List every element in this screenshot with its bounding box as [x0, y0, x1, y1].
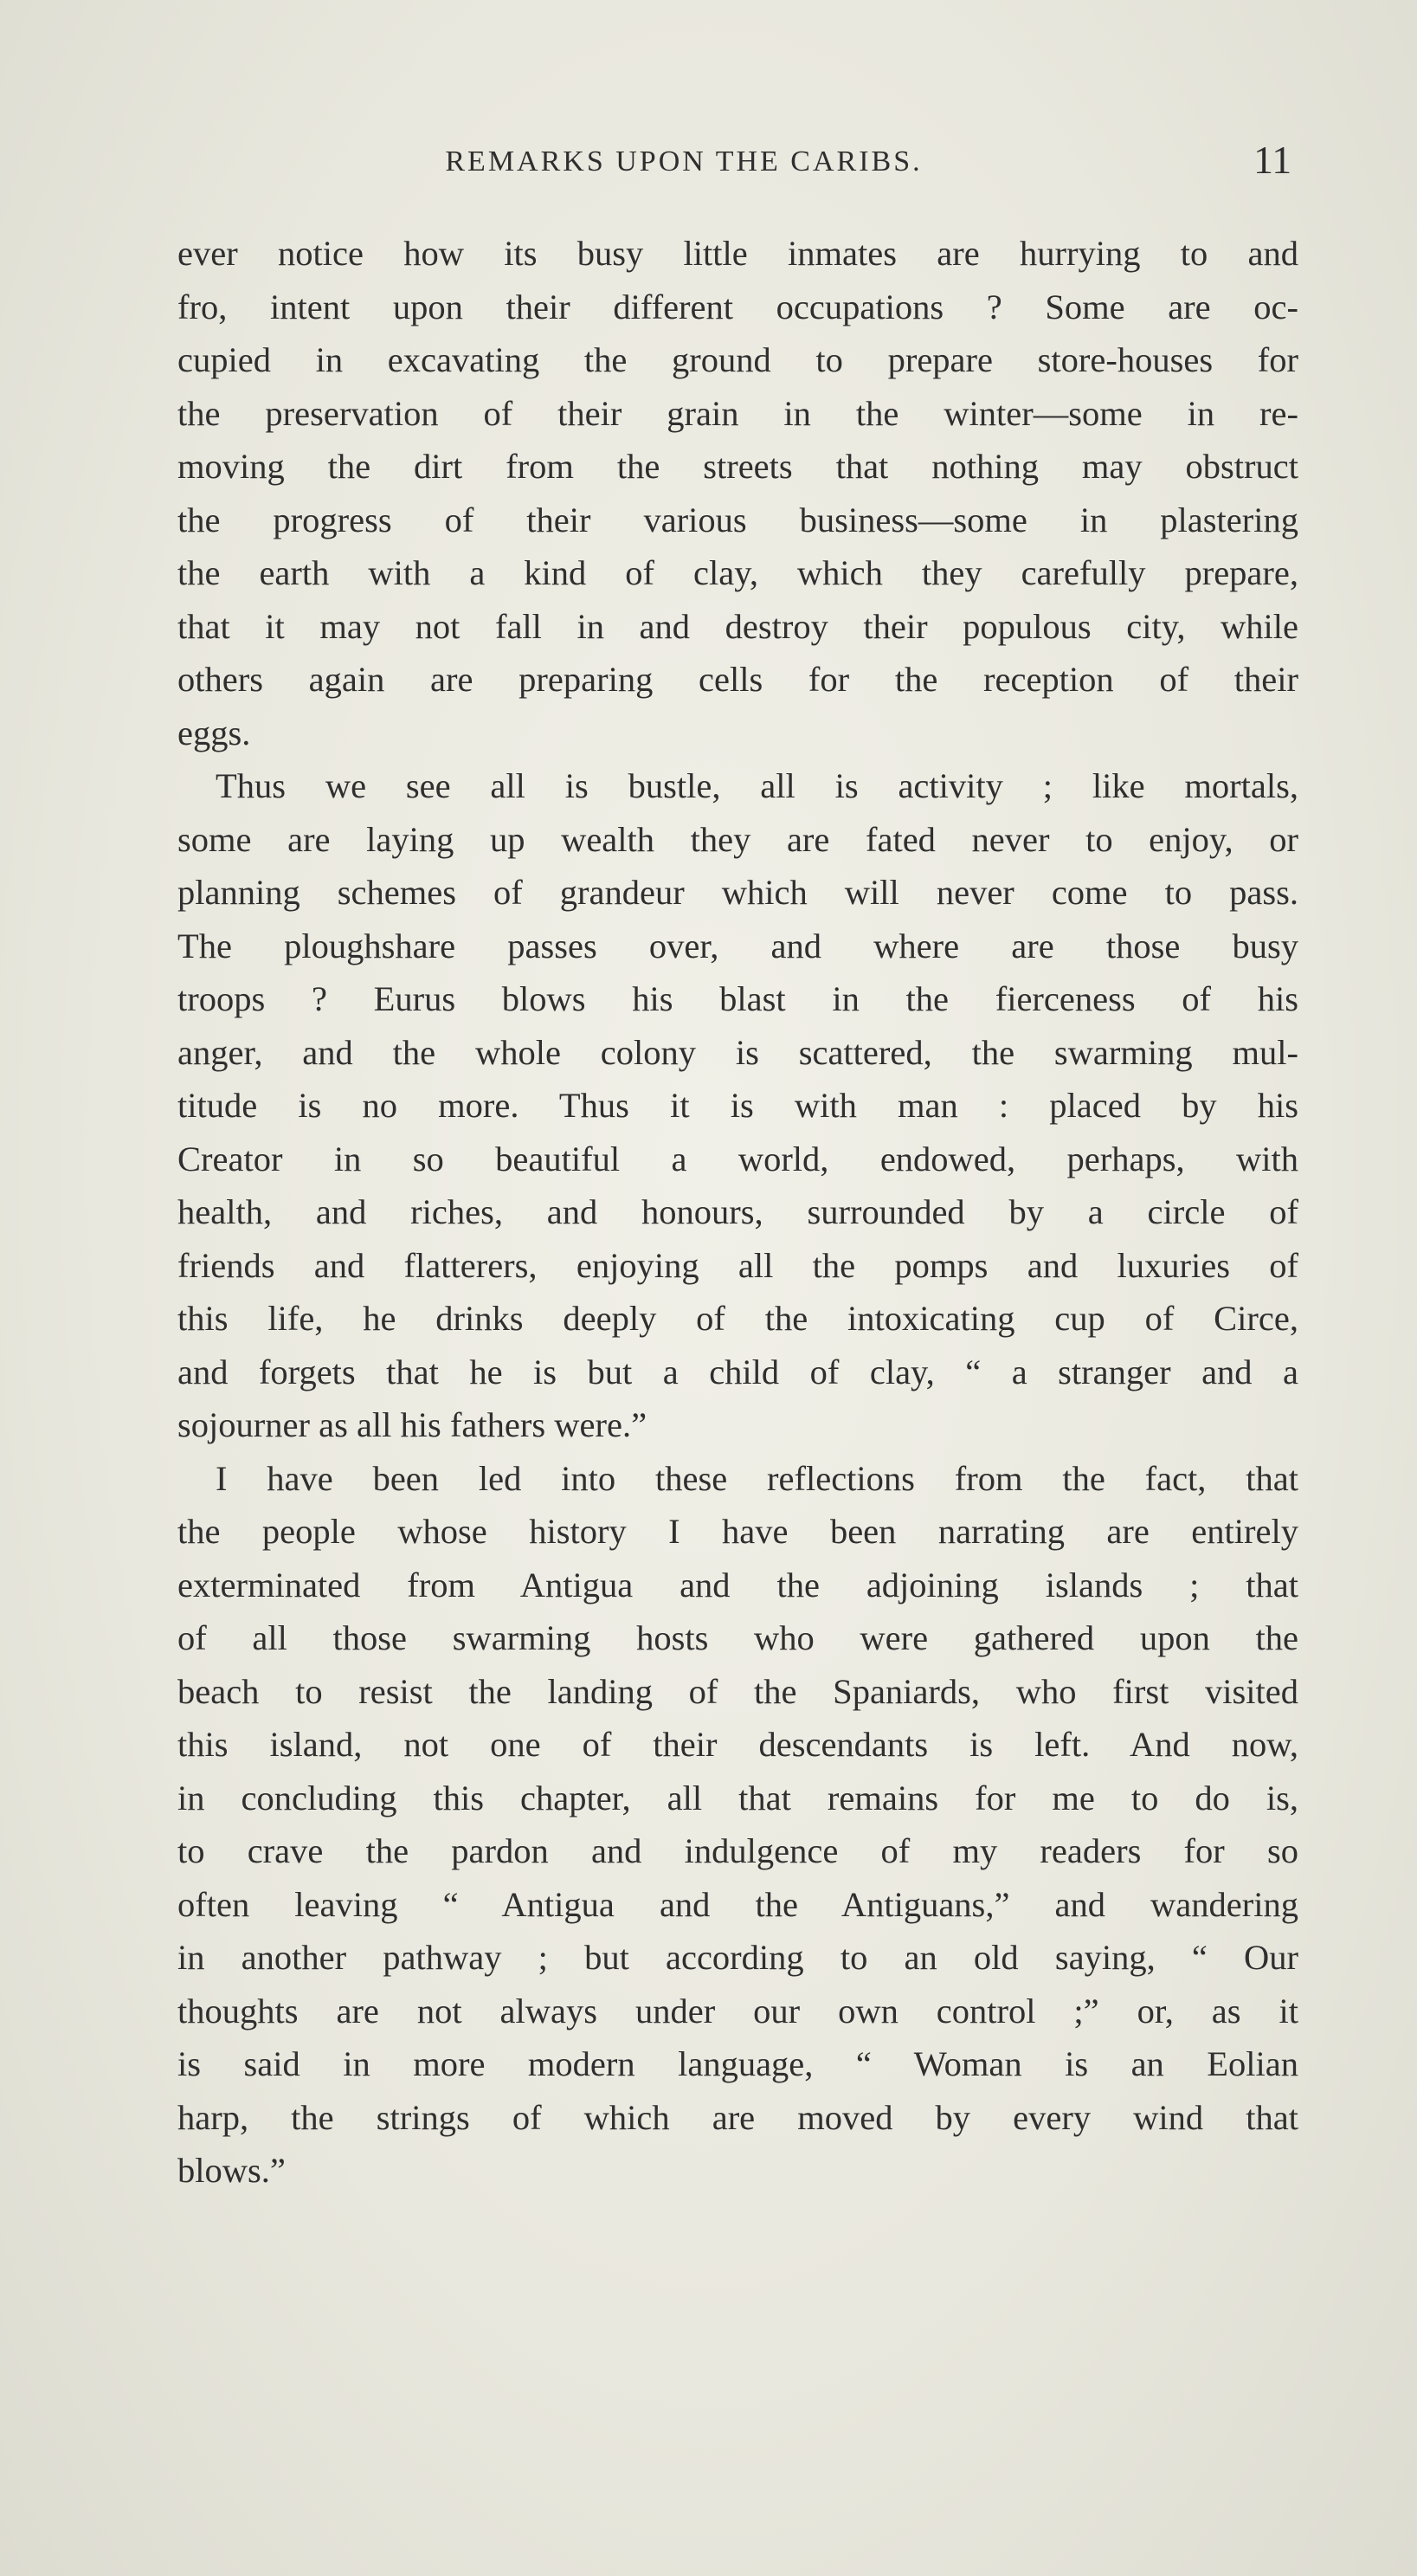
text-line: Creator in so beautiful a world, endowed, perhaps, with: [177, 1139, 1298, 1178]
text-line: the earth with a kind of clay, which they carefully prepare,: [177, 553, 1298, 592]
text-line: often leaving “ Antigua and the Antiguans,” and wandering: [177, 1884, 1298, 1924]
text-line: sojourner as all his fathers were.”: [177, 1405, 647, 1444]
text-line: planning schemes of grandeur which will never come to pass.: [177, 873, 1298, 912]
text-line: this life, he drinks deeply of the intoxicating cup of Circe,: [177, 1299, 1298, 1338]
text-line: this island, not one of their descendants is left. And now,: [177, 1725, 1298, 1764]
text-line: The ploughshare passes over, and where are those busy: [177, 926, 1298, 965]
text-line: in concluding this chapter, all that remains for me to do is,: [177, 1778, 1298, 1817]
text-line: exterminated from Antigua and the adjoining islands ; that: [177, 1565, 1298, 1604]
text-line: the preservation of their grain in the winter—some in re-: [177, 393, 1298, 433]
paragraph-start-line: Thus we see all is bustle, all is activity ; like mortals,: [216, 766, 1298, 805]
text-line: titude is no more. Thus it is with man : placed by his: [177, 1086, 1298, 1125]
page-number: 11: [1253, 138, 1292, 182]
text-line: troops ? Eurus blows his blast in the fierceness of his: [177, 979, 1298, 1018]
text-line: beach to resist the landing of the Spaniards, who first visited: [177, 1671, 1298, 1711]
paragraph-start-line: I have been led into these reflections from the fact, that: [216, 1458, 1298, 1498]
text-line: blows.”: [177, 2151, 286, 2190]
text-line: cupied in excavating the ground to prepare store-houses for: [177, 340, 1298, 379]
text-line: thoughts are not always under our own control ;” or, as it: [177, 1991, 1298, 2030]
text-line: the people whose history I have been narrating are entirely: [177, 1512, 1298, 1551]
text-line: moving the dirt from the streets that nothing may obstruct: [177, 447, 1298, 486]
text-line: harp, the strings of which are moved by every wind that: [177, 2097, 1298, 2137]
text-line: some are laying up wealth they are fated never to enjoy, or: [177, 819, 1298, 859]
text-line: fro, intent upon their different occupations ? Some are oc-: [177, 287, 1298, 326]
text-line: anger, and the whole colony is scattered, the swarming mul-: [177, 1032, 1298, 1072]
text-line: to crave the pardon and indulgence of my readers for so: [177, 1831, 1298, 1870]
text-line: others again are preparing cells for the reception of their: [177, 660, 1298, 699]
text-line: health, and riches, and honours, surrounded by a circle of: [177, 1192, 1298, 1231]
text-line: friends and flatterers, enjoying all the pomps and luxuries of: [177, 1245, 1298, 1285]
text-line: of all those swarming hosts who were gathered upon the: [177, 1618, 1298, 1657]
text-line: and forgets that he is but a child of clay, “ a stranger and a: [177, 1352, 1298, 1391]
text-line: eggs.: [177, 713, 251, 752]
body-text: [177, 227, 1298, 2198]
running-header: REMARKS UPON THE CARIBS.: [445, 145, 923, 178]
text-line: that it may not fall in and destroy their populous city, while: [177, 606, 1298, 646]
text-line: the progress of their various business—some in plastering: [177, 500, 1298, 539]
text-line: in another pathway ; but according to an old saying, “ Our: [177, 1938, 1298, 1977]
text-line: is said in more modern language, “ Woman is an Eolian: [177, 2044, 1298, 2083]
text-line: ever notice how its busy little inmates are hurrying to and: [177, 234, 1298, 273]
